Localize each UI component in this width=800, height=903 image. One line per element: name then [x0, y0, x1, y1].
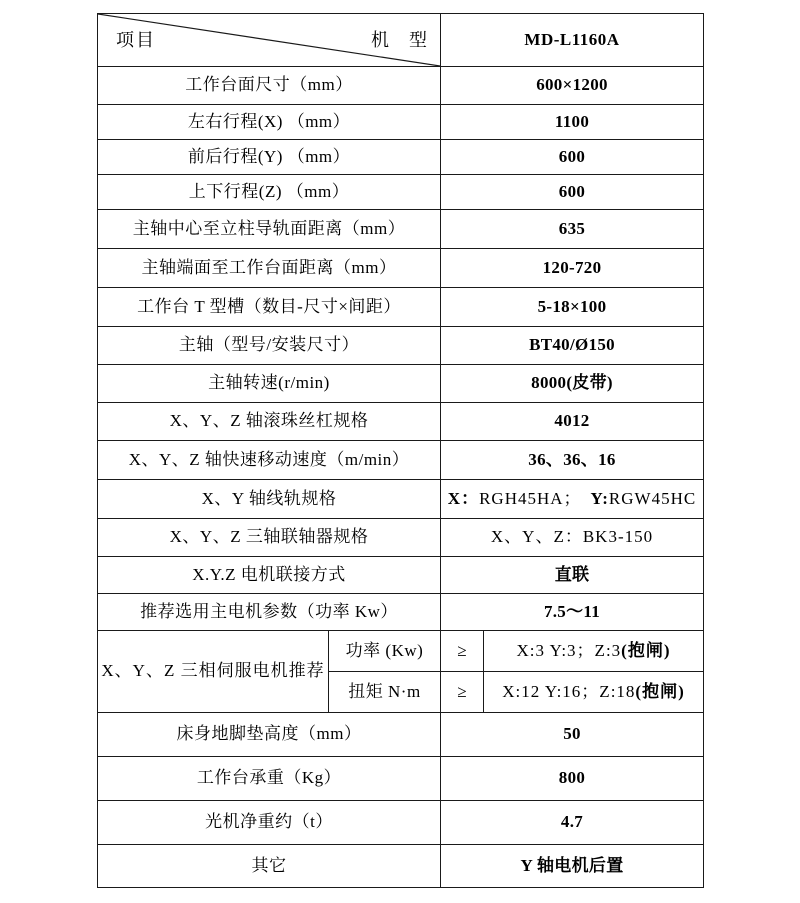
row-label: 上下行程(Z) （mm）	[98, 175, 441, 210]
row-value: Y 轴电机后置	[441, 845, 704, 888]
rail-y-value: RGW45HC	[608, 488, 697, 508]
table-row-servo-power	[98, 631, 704, 672]
row-label: 主轴转速(r/min)	[98, 365, 441, 403]
row-label: 主轴（型号/安装尺寸）	[98, 327, 441, 365]
row-label: 推荐选用主电机参数（功率 Kw）	[98, 594, 441, 631]
table-row	[98, 327, 704, 365]
row-label: 主轴中心至立柱导轨面距离（mm）	[98, 210, 441, 249]
servo-param-label: 功率 (Kw)	[329, 631, 441, 672]
row-value: 600×1200	[441, 67, 704, 105]
row-label: X.Y.Z 电机联接方式	[98, 557, 441, 594]
row-value	[441, 480, 704, 519]
row-label: 光机净重约（t）	[98, 801, 441, 845]
servo-value-brake: (抱闸)	[621, 640, 671, 660]
row-label: X、Y、Z 三轴联轴器规格	[98, 519, 441, 557]
machine-spec-table	[97, 13, 704, 888]
servo-value-text: X:12 Y:16；Z:18	[502, 681, 636, 701]
row-value: 120-720	[441, 249, 704, 288]
greater-equal-symbol: ≥	[441, 672, 484, 713]
row-label: 左右行程(X) （mm）	[98, 105, 441, 140]
table-row	[98, 713, 704, 757]
row-value: 1100	[441, 105, 704, 140]
table-row-linear-rail	[98, 480, 704, 519]
row-label: 前后行程(Y) （mm）	[98, 140, 441, 175]
row-label: 工作台承重（Kg）	[98, 757, 441, 801]
table-row	[98, 365, 704, 403]
header-item-label: 项目	[116, 29, 156, 50]
row-label: X、Y、Z 轴滚珠丝杠规格	[98, 403, 441, 441]
header-diagonal-cell	[98, 14, 441, 67]
servo-param-label: 扭矩 N·m	[329, 672, 441, 713]
row-value: 800	[441, 757, 704, 801]
servo-value-brake: (抱闸)	[635, 681, 685, 701]
header-model-label: 机 型	[371, 29, 428, 50]
servo-param-value	[484, 672, 704, 713]
servo-param-value	[484, 631, 704, 672]
servo-value-text: X:3 Y:3；Z:3	[516, 640, 622, 660]
table-row	[98, 557, 704, 594]
table-row	[98, 249, 704, 288]
rail-y-label: Y:	[590, 488, 609, 508]
row-label: 床身地脚垫高度（mm）	[98, 713, 441, 757]
table-row	[98, 67, 704, 105]
row-label: X、Y 轴线轨规格	[98, 480, 441, 519]
table-row	[98, 140, 704, 175]
table-row	[98, 441, 704, 480]
table-row	[98, 757, 704, 801]
table-row	[98, 288, 704, 327]
rail-x-label: X：	[447, 488, 480, 508]
spec-table-container	[97, 13, 704, 888]
row-value: BT40/Ø150	[441, 327, 704, 365]
table-row	[98, 175, 704, 210]
row-label: 主轴端面至工作台面距离（mm）	[98, 249, 441, 288]
row-label: 工作台面尺寸（mm）	[98, 67, 441, 105]
row-value: 50	[441, 713, 704, 757]
table-row	[98, 845, 704, 888]
header-row	[98, 14, 704, 67]
row-value: 36、36、16	[441, 441, 704, 480]
row-label: X、Y、Z 轴快速移动速度（m/min）	[98, 441, 441, 480]
row-label: 其它	[98, 845, 441, 888]
row-value: 5-18×100	[441, 288, 704, 327]
model-value: MD-L1160A	[441, 14, 704, 67]
rail-x-value: RGH45HA；	[479, 488, 582, 508]
row-value: 8000(皮带)	[441, 365, 704, 403]
table-row	[98, 594, 704, 631]
greater-equal-symbol: ≥	[441, 631, 484, 672]
row-value: 7.5～11	[441, 594, 704, 631]
row-value: X、Y、Z：BK3-150	[441, 519, 704, 557]
table-row	[98, 801, 704, 845]
row-value: 600	[441, 175, 704, 210]
table-row	[98, 105, 704, 140]
row-value: 600	[441, 140, 704, 175]
row-value: 直联	[441, 557, 704, 594]
row-label: 工作台 T 型槽（数目-尺寸×间距）	[98, 288, 441, 327]
row-value: 4012	[441, 403, 704, 441]
table-row	[98, 519, 704, 557]
row-value: 4.7	[441, 801, 704, 845]
table-row	[98, 210, 704, 249]
table-row	[98, 403, 704, 441]
row-value: 635	[441, 210, 704, 249]
servo-group-label: X、Y、Z 三相伺服电机推荐	[98, 631, 329, 713]
